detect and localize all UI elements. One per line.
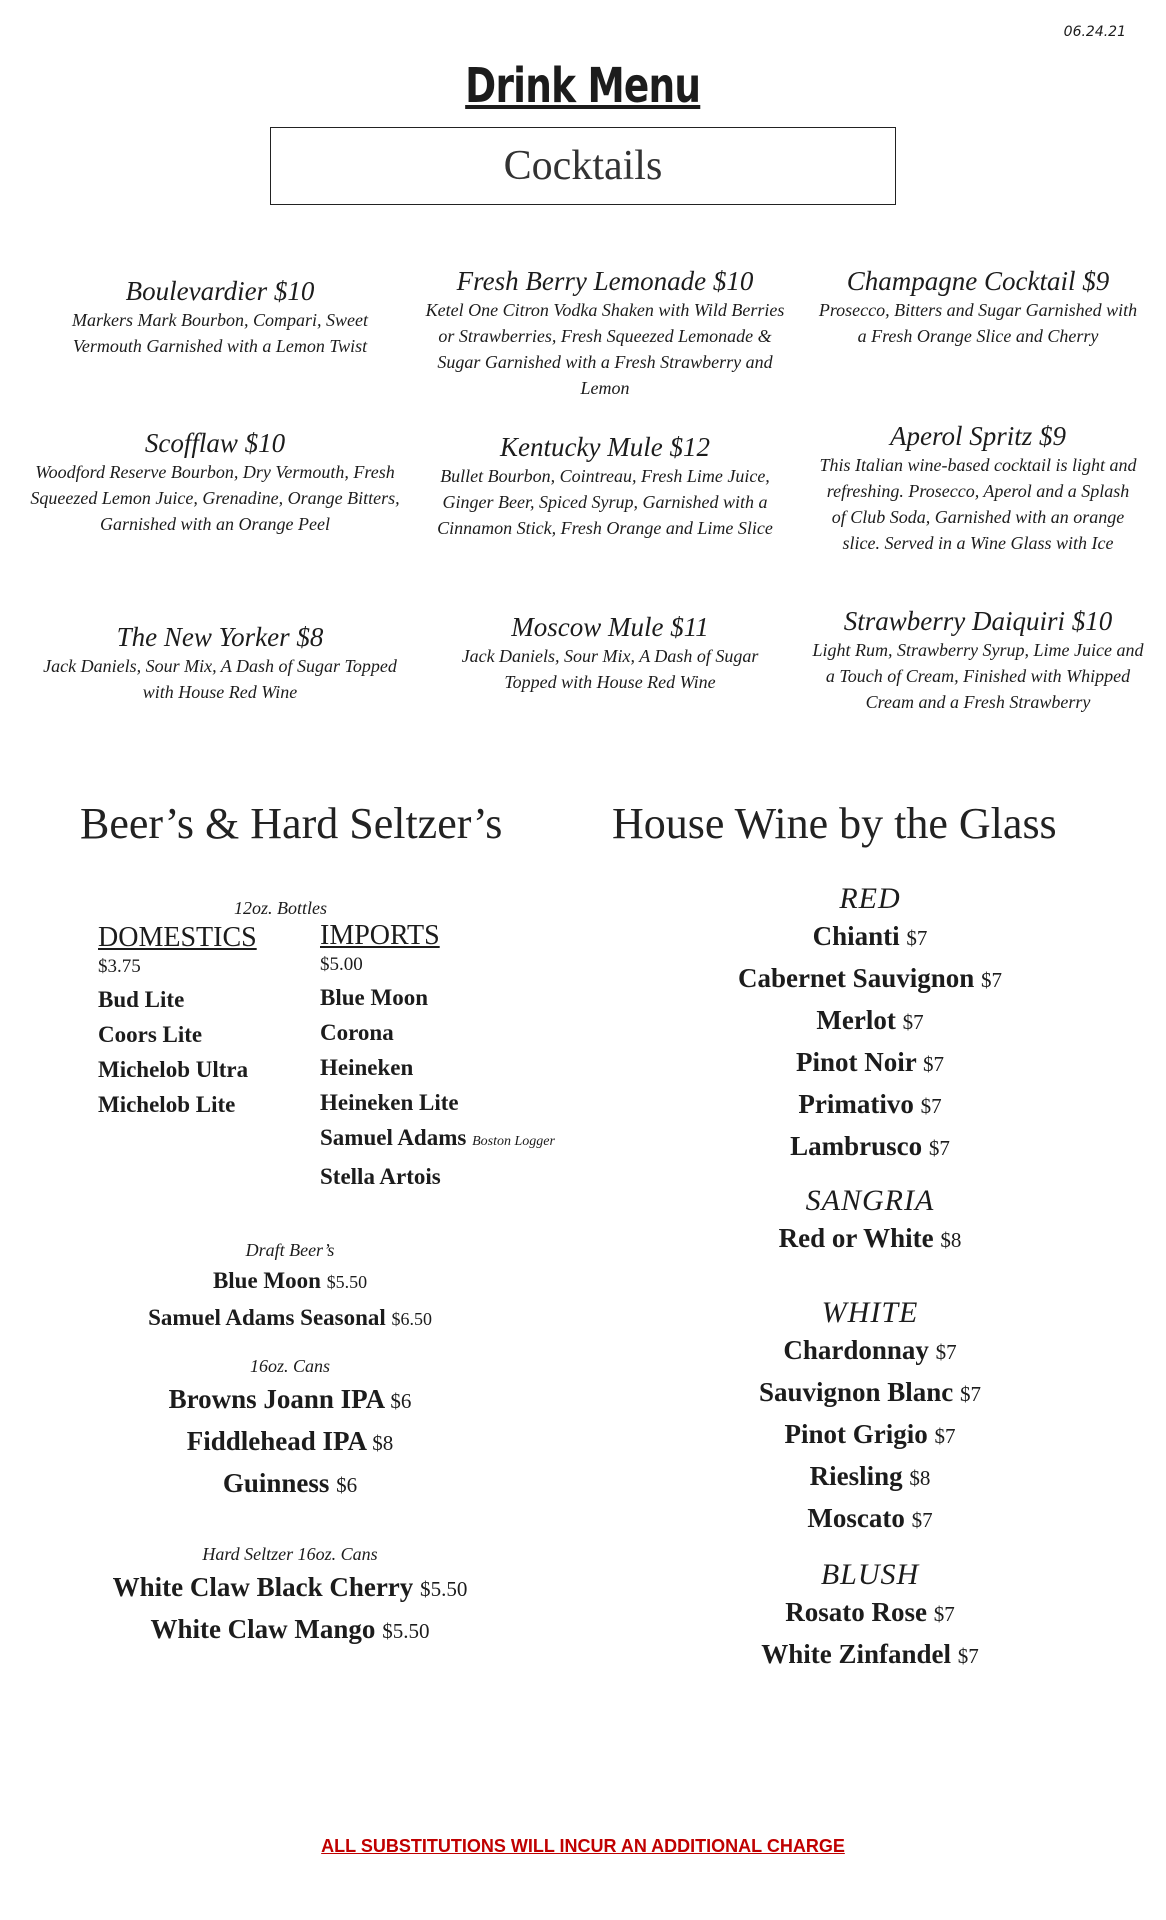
cocktail-item — [420, 432, 790, 541]
wine-white-heading: WHITE — [821, 1296, 919, 1329]
seltzer-item-price: $5.50 — [420, 1577, 468, 1601]
draft-item-price: $6.50 — [391, 1309, 432, 1329]
cocktail-desc: Jack Daniels, Sour Mix, A Dash of Sugar Topped with House Red Wine — [461, 646, 759, 692]
wine-item-price: $7 — [922, 1052, 945, 1076]
wine-item-price: $7 — [920, 1094, 942, 1118]
domestics-heading: DOMESTICS — [98, 922, 257, 953]
cocktail-name: Boulevardier $10 — [125, 276, 315, 306]
wine-item — [660, 1126, 1080, 1168]
beer-item: Michelob Ultra — [98, 1057, 249, 1082]
beer-item — [320, 1120, 620, 1159]
beer-item: Bud Lite — [98, 987, 185, 1012]
wine-item-name: Primativo — [798, 1089, 914, 1119]
wine-item — [660, 1042, 1080, 1084]
wine-item-name: Pinot Noir — [795, 1047, 917, 1077]
can-item-price: $6 — [390, 1389, 412, 1413]
wine-item-price: $8 — [909, 1466, 931, 1490]
domestics-column — [98, 922, 318, 1122]
beer-item: Heineken Lite — [320, 1090, 459, 1115]
cocktail-name: The New Yorker $8 — [116, 622, 324, 652]
cocktail-desc: Ketel One Citron Vodka Shaken with Wild Berries or Strawberries, Fresh Squeezed Lemonade & Sugar Garnished with a Fresh Strawberry and Lemon — [425, 300, 785, 398]
wine-item — [660, 1218, 1080, 1260]
wine-item — [660, 1498, 1080, 1540]
draft-label: Draft Beer’s — [245, 1240, 335, 1260]
can-item-name: Fiddlehead IPA — [186, 1426, 366, 1456]
draft-item — [60, 1263, 520, 1300]
wine-item-price: $8 — [940, 1228, 962, 1252]
seltzer-item — [60, 1567, 520, 1609]
can-item-price: $8 — [372, 1431, 394, 1455]
wine-item-name: Rosato Rose — [785, 1597, 927, 1627]
seltzer-label: Hard Seltzer 16oz. Cans — [202, 1544, 378, 1564]
wine-sangria-heading: SANGRIA — [805, 1184, 935, 1217]
wine-blush-section — [660, 1558, 1080, 1676]
can-item — [60, 1421, 520, 1463]
can-item-name: Browns Joann IPA — [168, 1384, 384, 1414]
seltzer-item — [60, 1609, 520, 1651]
footer-notice — [0, 1836, 1166, 1857]
footer-notice-text: ALL SUBSTITUTIONS WILL INCUR AN ADDITIONAL CHARGE — [321, 1836, 845, 1856]
wine-red-heading: RED — [839, 882, 901, 915]
imports-heading: IMPORTS — [320, 920, 440, 951]
cocktail-desc: Jack Daniels, Sour Mix, A Dash of Sugar Topped with House Red Wine — [43, 656, 397, 702]
cocktail-name: Champagne Cocktail $9 — [846, 266, 1110, 296]
cocktail-item — [420, 266, 790, 401]
wine-item — [660, 1000, 1080, 1042]
cocktail-desc: Bullet Bourbon, Cointreau, Fresh Lime Juice, Ginger Beer, Spiced Syrup, Garnished with a Cinnamon Stick, Fresh Orange and Lime Slice — [437, 466, 773, 538]
cocktail-item — [818, 421, 1138, 556]
wine-item-price: $7 — [933, 1602, 955, 1626]
cocktail-name: Moscow Mule $11 — [511, 612, 709, 642]
cocktail-item — [818, 266, 1138, 349]
draft-item — [60, 1300, 520, 1337]
wine-item-price: $7 — [906, 926, 928, 950]
cocktail-item — [808, 606, 1148, 715]
wine-item-name: Sauvignon Blanc — [758, 1377, 954, 1407]
imports-price: $5.00 — [320, 954, 363, 975]
wine-item — [660, 1372, 1080, 1414]
wine-item-name: Cabernet Sauvignon — [737, 963, 975, 993]
wine-item-name: Merlot — [816, 1005, 896, 1035]
wine-blush-heading: BLUSH — [820, 1558, 920, 1591]
domestics-price: $3.75 — [98, 956, 141, 977]
seltzer-section — [60, 1544, 520, 1651]
wine-item-price: $7 — [911, 1508, 933, 1532]
wine-item — [660, 916, 1080, 958]
menu-date: 06.24.21 — [1063, 24, 1126, 40]
cocktail-desc: Prosecco, Bitters and Sugar Garnished with a Fresh Orange Slice and Cherry — [818, 300, 1138, 346]
wine-item-name: Pinot Grigio — [784, 1419, 928, 1449]
draft-item-name: Samuel Adams Seasonal — [148, 1305, 386, 1330]
wine-item-name: Chardonnay — [783, 1335, 929, 1365]
beer-item-note: Boston Logger — [472, 1134, 555, 1149]
beer-item: Blue Moon — [320, 985, 428, 1010]
draft-item-name: Blue Moon — [212, 1268, 321, 1293]
page-title-text: Drink Menu — [465, 58, 701, 114]
beer-item: Michelob Lite — [98, 1092, 236, 1117]
cocktail-name: Fresh Berry Lemonade $10 — [456, 266, 754, 296]
cocktail-name: Scofflaw $10 — [144, 428, 286, 458]
wine-item-price: $7 — [957, 1644, 979, 1668]
cocktail-name: Kentucky Mule $12 — [500, 432, 710, 462]
cocktail-item — [440, 612, 780, 695]
wine-white-section — [660, 1296, 1080, 1540]
cocktail-desc: Markers Mark Bourbon, Compari, Sweet Vermouth Garnished with a Lemon Twist — [72, 310, 368, 356]
beer-item: Stella Artois — [320, 1164, 441, 1189]
wine-item-name: Riesling — [809, 1461, 903, 1491]
page-title — [0, 58, 1166, 114]
draft-section — [60, 1240, 520, 1337]
cocktail-item — [40, 622, 400, 705]
wine-item-name: Lambrusco — [790, 1131, 923, 1161]
wine-item-price: $7 — [934, 1424, 956, 1448]
wine-item-price: $7 — [902, 1010, 924, 1034]
cocktail-desc: Light Rum, Strawberry Syrup, Lime Juice and a Touch of Cream, Finished with Whipped Cream and a Fresh Strawberry — [812, 640, 1144, 712]
cocktail-item — [30, 428, 400, 537]
beer-item: Corona — [320, 1020, 394, 1045]
wine-item — [660, 1414, 1080, 1456]
draft-item-price: $5.50 — [326, 1272, 368, 1292]
can-item — [60, 1463, 520, 1505]
beer-section-heading: Beer’s & Hard Seltzer’s — [80, 799, 503, 848]
wine-item-price: $7 — [960, 1382, 982, 1406]
wine-item-price: $7 — [928, 1136, 950, 1160]
wine-item-name: White Zinfandel — [761, 1639, 951, 1669]
wine-item-price: $7 — [935, 1340, 957, 1364]
wine-item-price: $7 — [981, 968, 1003, 992]
cocktail-desc: This Italian wine-based cocktail is light and refreshing. Prosecco, Aperol and a Splash of Club Soda, Garnished with an orange slice. Served in a Wine Glass with Ice — [819, 455, 1137, 553]
wine-red-section — [660, 882, 1080, 1168]
can-item — [60, 1379, 520, 1421]
seltzer-item-name: White Claw Mango — [150, 1614, 376, 1644]
wine-item — [660, 1456, 1080, 1498]
can-item-name: Guinness — [222, 1468, 330, 1498]
cans-section — [60, 1356, 520, 1505]
wine-item-name: Moscato — [807, 1503, 905, 1533]
seltzer-item-name: White Claw Black Cherry — [112, 1572, 414, 1602]
bottles-label: 12oz. Bottles — [234, 898, 327, 918]
wine-item-name: Chianti — [812, 921, 900, 951]
cocktail-name: Strawberry Daiquiri $10 — [843, 606, 1113, 636]
imports-column — [320, 920, 620, 1194]
wine-item — [660, 958, 1080, 1000]
cocktail-item — [40, 276, 400, 359]
seltzer-item-price: $5.50 — [382, 1619, 430, 1643]
cocktails-heading: Cocktails — [503, 143, 663, 189]
cocktails-heading-box — [270, 127, 896, 205]
cocktail-desc: Woodford Reserve Bourbon, Dry Vermouth, Fresh Squeezed Lemon Juice, Grenadine, Orange Bitters, Garnished with an Orange Peel — [30, 462, 400, 534]
can-item-price: $6 — [336, 1473, 358, 1497]
wine-section-heading: House Wine by the Glass — [612, 799, 1057, 848]
cocktail-name: Aperol Spritz $9 — [889, 421, 1066, 451]
wine-item — [660, 1634, 1080, 1676]
wine-item — [660, 1592, 1080, 1634]
beer-item-name: Samuel Adams — [320, 1125, 467, 1150]
cans-label: 16oz. Cans — [249, 1356, 330, 1376]
wine-item-name: Red or White — [778, 1223, 934, 1253]
wine-sangria-section — [660, 1184, 1080, 1260]
wine-item — [660, 1084, 1080, 1126]
beer-item: Coors Lite — [98, 1022, 203, 1047]
wine-item — [660, 1330, 1080, 1372]
beer-item: Heineken — [320, 1055, 414, 1080]
